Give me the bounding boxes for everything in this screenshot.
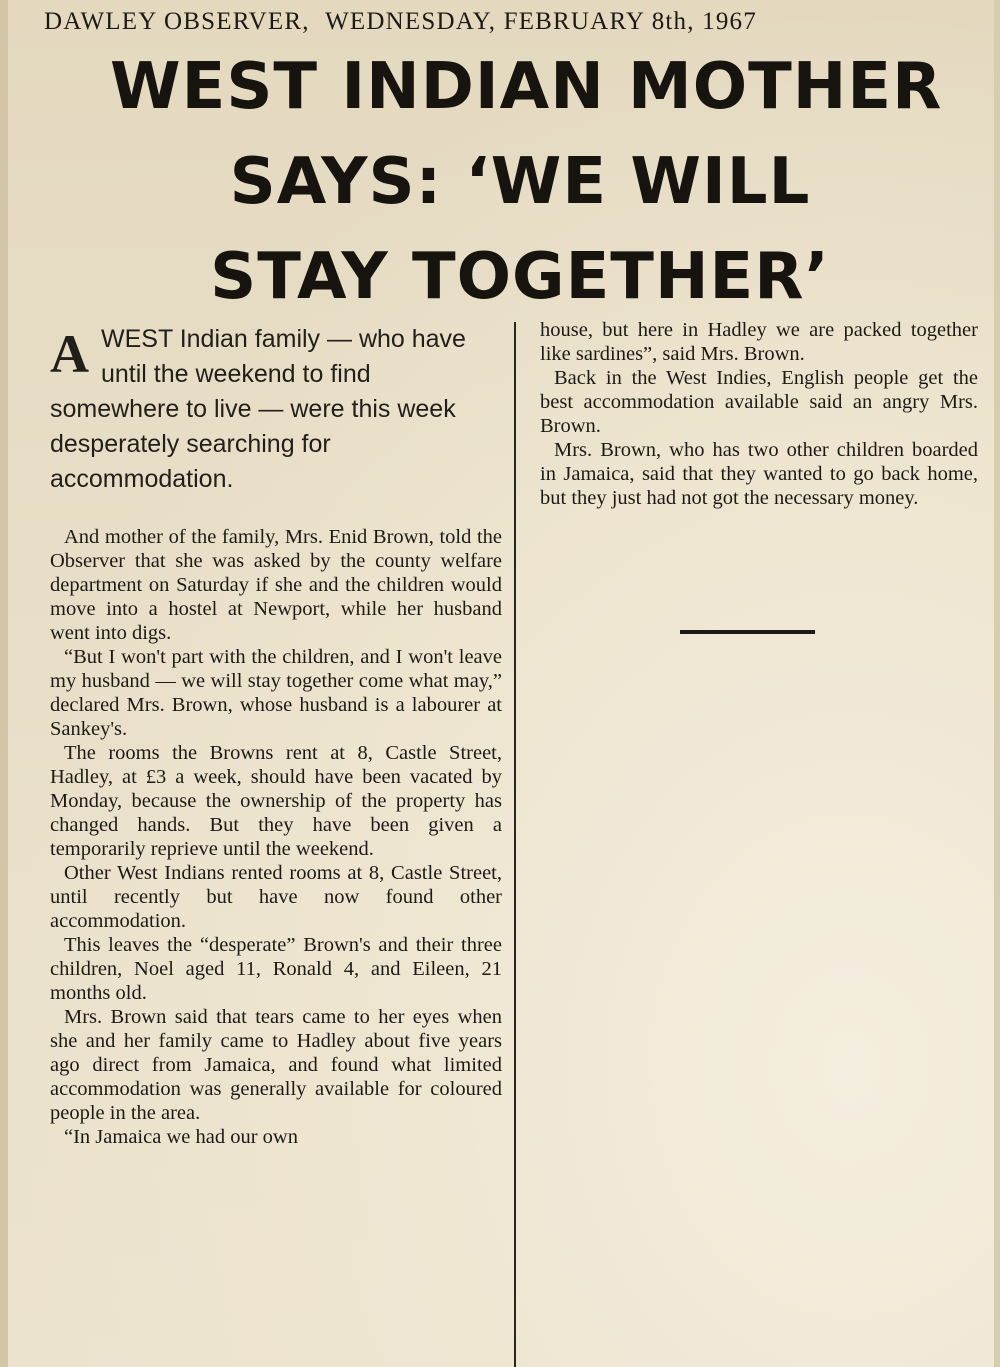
- paragraph: “But I won't part with the children, and I won't leave my husband — we will stay together come what may,” declared Mrs. Brown, whose husband is a labourer at Sankey's.: [50, 646, 502, 740]
- clipping-edge-right: [994, 0, 1000, 1367]
- lede-text: WEST Indian family — who have until the weekend to find somewhere to live — were this week desperately searching for accommodation.: [50, 325, 466, 493]
- paragraph: house, but here in Hadley we are packed together like sardines”, said Mrs. Brown.: [540, 319, 978, 365]
- paragraph: Mrs. Brown said that tears came to her eyes when she and her family came to Hadley about five years ago direct from Jamaica, and found what limited accommodation was generally available for coloured people in the area.: [50, 1006, 502, 1124]
- paragraph: Mrs. Brown, who has two other children boarded in Jamaica, said that they wanted to go back home, but they just had not got the necessary money.: [540, 439, 978, 509]
- drop-cap: A: [50, 324, 89, 384]
- headline-line-2: SAYS: ‘WE WILL: [229, 145, 811, 219]
- paragraph: The rooms the Browns rent at 8, Castle Street, Hadley, at £3 a week, should have been vacated by Monday, because the ownership of the property has changed hands. But they have been given a temporarily reprieve until the weekend.: [50, 742, 502, 860]
- issue-date: WEDNESDAY, FEBRUARY 8th, 1967: [325, 8, 757, 35]
- clipping-edge-left: [0, 0, 8, 1367]
- headline-line-1: WEST INDIAN MOTHER: [110, 50, 943, 124]
- paragraph: “In Jamaica we had our own: [64, 1126, 298, 1148]
- headline-line-3: STAY TOGETHER’: [210, 240, 830, 314]
- paragraph: Other West Indians rented rooms at 8, Castle Street, until recently but have now found other accommodation.: [50, 862, 502, 932]
- headline: [110, 40, 943, 325]
- article-column-1: [50, 322, 502, 1149]
- paragraph: And mother of the family, Mrs. Enid Brown, told the Observer that she was asked by the county welfare department on Saturday if she and the children would move into a hostel at Newport, while her husband went into digs.: [50, 526, 502, 644]
- column-divider: [514, 322, 516, 1367]
- end-of-article-rule: [680, 630, 815, 634]
- paper-name: DAWLEY OBSERVER,: [44, 8, 310, 35]
- masthead: [44, 8, 904, 36]
- paragraph: Back in the West Indies, English people get the best accommodation available said an angry Mrs. Brown.: [540, 367, 978, 437]
- lede-paragraph: [50, 322, 502, 497]
- paragraph: This leaves the “desperate” Brown's and their three children, Noel aged 11, Ronald 4, and Eileen, 21 months old.: [50, 934, 502, 1004]
- article-column-2: [540, 318, 978, 510]
